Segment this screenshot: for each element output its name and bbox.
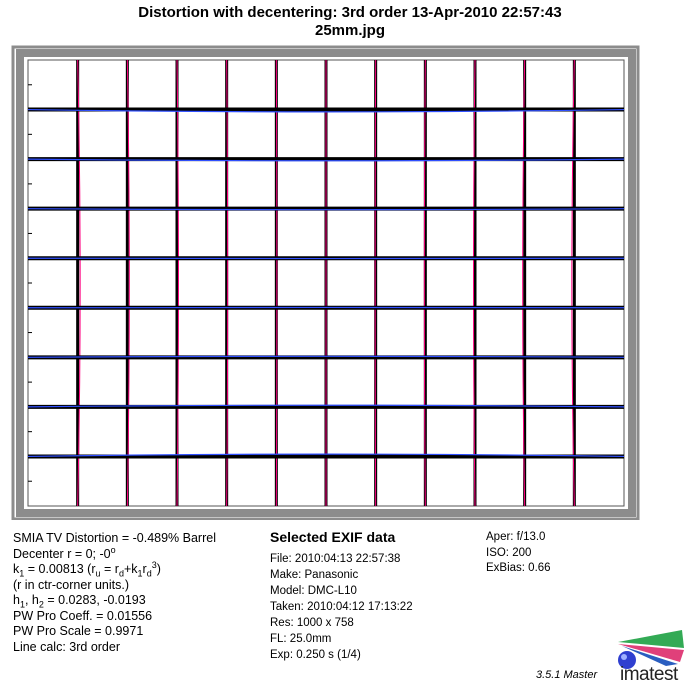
exif-data [270,551,413,663]
k-sub: 1 [137,568,143,579]
h1-h: h [13,593,20,607]
exposure-data [486,530,551,577]
r-sub: d [146,568,152,579]
exif-exbias: ExBias: 0.66 [486,562,551,574]
exif-make: Make: Panasonic [270,569,359,581]
h-values: = 0.0283, -0.0193 [43,593,146,607]
smia-distortion: SMIA TV Distortion = -0.489% Barrel [13,531,216,545]
measured-vertical-line [375,60,376,506]
h2-sub: 2 [38,599,44,610]
h2-h: , h [24,593,39,607]
ru-sub: u [95,568,101,579]
k1-k: k [13,562,20,576]
distortion-results [13,531,216,655]
line-calc: Line calc: 3rd order [13,639,121,654]
version-label: 3.5.1 Master [536,669,598,681]
exif-exp: Exp: 0.250 s (1/4) [270,649,361,661]
exif-aper: Aper: f/13.0 [486,531,546,543]
units-note: (r in ctr-corner units.) [13,577,129,592]
pw-coeff: PW Pro Coeff. = 0.01556 [13,608,153,623]
cube-exp: 3 [151,559,157,570]
exif-file: File: 2010:04:13 22:57:38 [270,553,401,565]
k1-coefficient [13,559,216,579]
exif-iso: ISO: 200 [486,546,532,559]
measured-vertical-line [276,60,277,506]
h1-sub: 1 [19,599,25,610]
decenter-text: Decenter r = 0; -0 [13,546,111,561]
imatest-brand-text: imatest [620,664,678,685]
decenter-value [13,544,216,563]
r-term: r [142,562,147,576]
close-paren: ) [156,562,161,576]
rd-sub: d [118,568,124,579]
exif-fl: FL: 25.0mm [270,633,332,645]
exif-taken: Taken: 2010:04:12 17:13:22 [270,601,413,613]
degree-symbol: o [110,544,116,555]
chart-subtitle-filename: 25mm.jpg [314,22,386,39]
eq-rd: = r [100,562,119,576]
exif-heading: Selected EXIF data [270,529,396,545]
k1-sub: 1 [19,568,25,579]
h-coefficients [13,593,216,609]
chart-title: Distortion with decentering: 3rd order 13-Apr-2010 22:57:43 [138,4,562,21]
exif-res: Res: 1000 x 758 [270,617,354,629]
plus-k: +k [123,562,138,576]
k1-value: = 0.00813 (r [24,562,96,576]
pw-scale: PW Pro Scale = 0.9971 [13,624,144,638]
exif-model: Model: DMC-L10 [270,585,357,597]
